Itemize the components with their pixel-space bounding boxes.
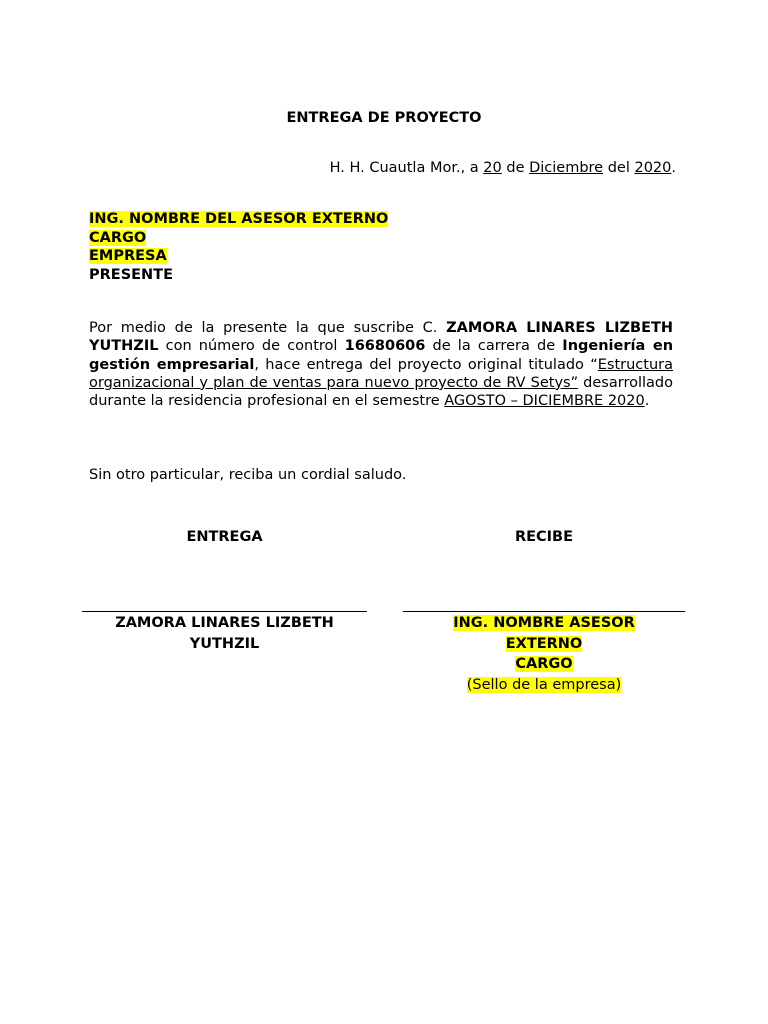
body-text-2: con número de control <box>158 338 345 355</box>
body-paragraph <box>89 319 673 410</box>
signature-right-name <box>403 613 685 695</box>
dateline-year: 2020 <box>634 160 672 176</box>
signature-right-name-line1: ING. NOMBRE ASESOR <box>453 615 635 631</box>
recipient-name: ING. NOMBRE DEL ASESOR EXTERNO <box>89 211 389 227</box>
signature-left-name-line1: ZAMORA LINARES LIZBETH <box>115 615 334 631</box>
signature-right-position: CARGO <box>515 656 573 672</box>
signature-left-name-line2: YUTHZIL <box>189 635 260 652</box>
dateline-day: 20 <box>483 160 502 176</box>
recipient-greeting: PRESENTE <box>89 266 173 283</box>
control-number: 16680606 <box>344 338 426 355</box>
body-text-4: , hace entrega del proyecto original titulado “ <box>254 356 598 373</box>
project-title: Estructura organizacional y plan de ventas para nuevo proyecto de RV Setys” <box>89 356 673 391</box>
body-text-6: . <box>644 393 650 410</box>
dateline-sep1: de <box>501 160 530 176</box>
closing-text: Sin otro particular, reciba un cordial saludo. <box>89 467 407 483</box>
document-title: ENTREGA DE PROYECTO <box>286 110 482 126</box>
student-name: ZAMORA LINARES LIZBETH YUTHZIL <box>89 320 673 355</box>
recipient-block <box>89 210 388 284</box>
company-stamp-note: (Sello de la empresa) <box>466 676 622 693</box>
signature-right-line <box>403 611 685 612</box>
recipient-position: CARGO <box>89 229 147 246</box>
dateline-month: Diciembre <box>529 160 604 176</box>
dateline-suffix: . <box>671 160 676 176</box>
signature-right-heading: RECIBE <box>514 529 574 545</box>
dateline-prefix: H. H. Cuautla Mor., a <box>329 160 484 176</box>
recipient-company: EMPRESA <box>89 248 167 264</box>
signature-right-name-line2: EXTERNO <box>505 635 583 652</box>
dateline <box>330 160 676 176</box>
signature-left-heading: ENTREGA <box>186 529 263 545</box>
dateline-sep2: del <box>603 160 635 176</box>
body-text-3: de la carrera de <box>425 338 563 355</box>
semester: AGOSTO – DICIEMBRE 2020 <box>444 393 645 410</box>
signature-left-line <box>82 611 367 612</box>
body-text-5: desarrollado durante la residencia profesional en el semestre <box>89 374 673 410</box>
career-name: Ingeniería en gestión empresarial <box>89 338 674 373</box>
signature-left-name <box>82 613 367 654</box>
body-text-1: Por medio de la presente la que suscribe C. <box>89 320 447 336</box>
